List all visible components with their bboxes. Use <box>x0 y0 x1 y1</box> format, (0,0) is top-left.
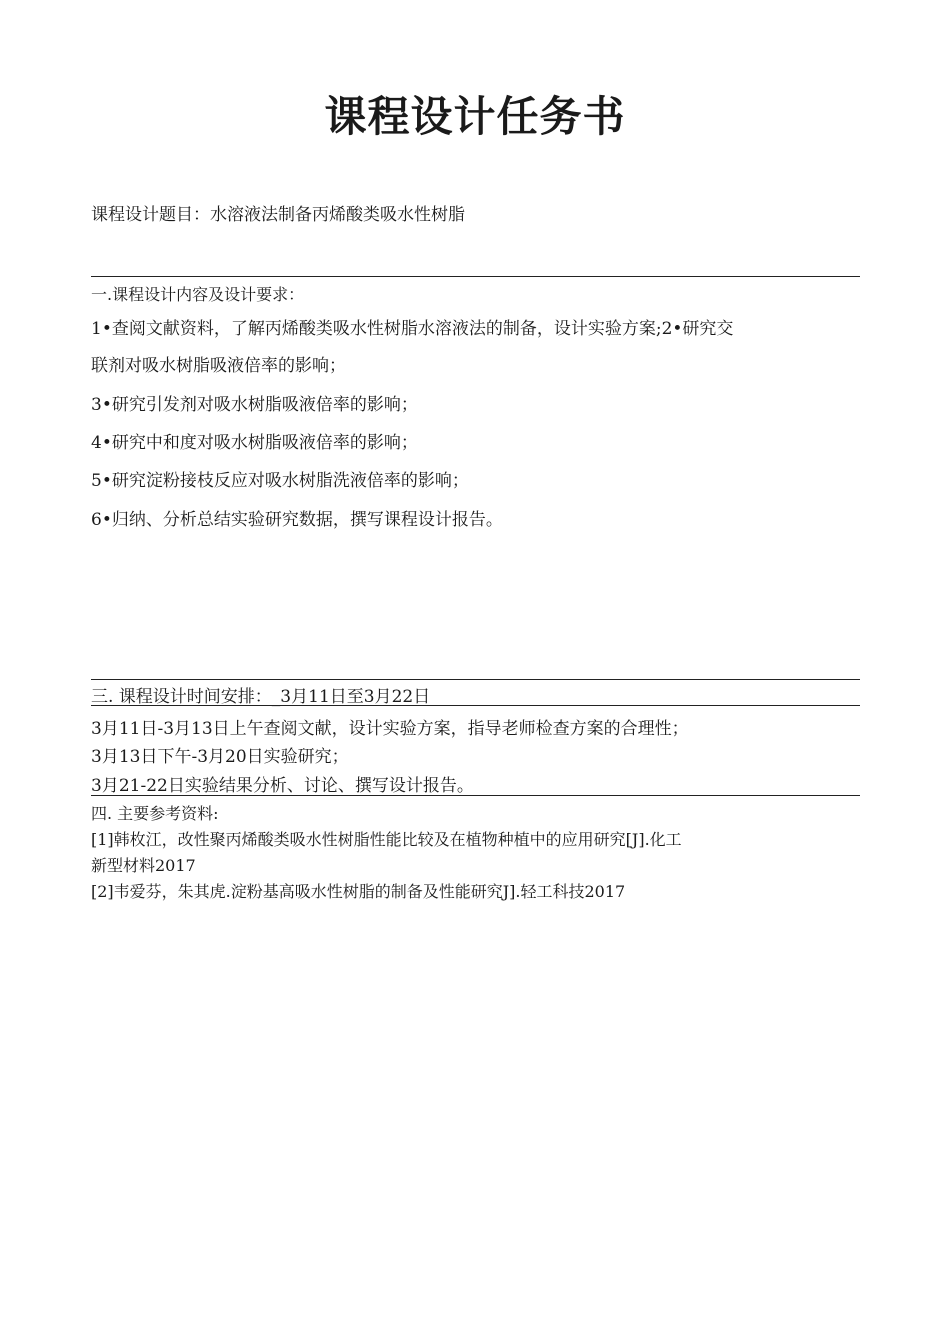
divider-schedule-bottom <box>91 705 860 706</box>
section-4-heading: 四. 主要参考资料: <box>91 804 219 823</box>
schedule-item: 3月21-22日实验结果分析、讨论、撰写设计报告。 <box>91 776 474 796</box>
requirement-item: 5•研究淀粉接枝反应对吸水树脂洗液倍率的影响； <box>91 471 469 491</box>
schedule-item: 3月13日下午-3月20日实验研究； <box>91 747 349 767</box>
requirement-item: 6•归纳、分析总结实验研究数据，撰写课程设计报告。 <box>91 510 503 530</box>
requirement-item: 联剂对吸水树脂吸液倍率的影响； <box>91 356 346 376</box>
requirement-item: 4•研究中和度对吸水树脂吸液倍率的影响； <box>91 433 418 453</box>
schedule-item: 3月11日-3月13日上午查阅文献，设计实验方案，指导老师检查方案的合理性； <box>91 719 689 739</box>
divider-schedule-top <box>91 679 860 680</box>
course-subject: 课程设计题目：水溶液法制备丙烯酸类吸水性树脂 <box>91 205 465 225</box>
requirement-item: 1•查阅文献资料，了解丙烯酸类吸水性树脂水溶液法的制备，设计实验方案;2•研究交 <box>91 319 734 339</box>
reference-item: [1]韩枚江，改性聚丙烯酸类吸水性树脂性能比较及在植物种植中的应用研究[J].化工 <box>91 830 682 849</box>
section-3-heading: 三. 课程设计时间安排：_3月11日至3月22日 <box>91 687 431 707</box>
reference-item: 新型材料2017 <box>91 856 196 875</box>
document-title: 课程设计任务书 <box>324 92 626 141</box>
reference-item: [2]韦爱芬，朱其虎.淀粉基高吸水性树脂的制备及性能研究J].轻工科技2017 <box>91 882 626 901</box>
requirement-item: 3•研究引发剂对吸水树脂吸液倍率的影响； <box>91 395 418 415</box>
divider-references <box>91 795 860 796</box>
section-1-heading: 一.课程设计内容及设计要求： <box>91 285 305 304</box>
divider-top <box>91 276 860 277</box>
